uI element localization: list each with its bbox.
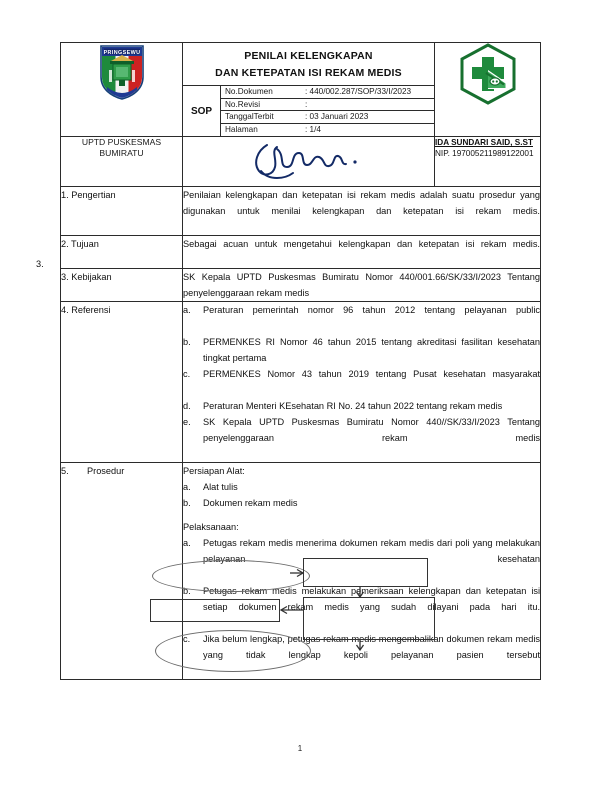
- prosedur-label-number: 5.: [61, 466, 69, 476]
- row-prosedur: [61, 463, 541, 680]
- meta-key: No.Dokumen: [225, 87, 273, 97]
- unit-name-cell: [61, 137, 183, 187]
- list-item: [183, 302, 540, 334]
- head-officer-name: IDA SUNDARI SAID, S.ST: [435, 138, 533, 147]
- pringsewu-shield-logo: [99, 43, 145, 101]
- list-item: [183, 334, 540, 366]
- row-body-tujuan: [183, 236, 541, 269]
- head-officer-nip: NIP. 197005211989122001: [435, 149, 534, 158]
- row-label-prosedur: [61, 463, 183, 680]
- item-text: Dokumen rekam medis: [203, 498, 298, 508]
- meta-row-halaman: [221, 124, 434, 137]
- list-item: [183, 366, 540, 398]
- item-text: Petugas rekam medis menerima dokumen rekam medis dari poli yang melakukan pelayanan kesehatan: [203, 538, 540, 564]
- row-kebijakan: [61, 269, 541, 302]
- row-referensi: [61, 302, 541, 463]
- list-item: [183, 495, 540, 511]
- pengertian-text: Penilaian kelengkapan dan ketepatan isi rekam medis adalah suatu prosedur yang digunakan untuk menilai kelengkapan dan ketepatan isi rekam medis.: [183, 190, 540, 216]
- row-label-referensi: 4. Referensi: [61, 302, 183, 463]
- title-line-2: DAN KETEPATAN ISI REKAM MEDIS: [215, 67, 402, 79]
- meta-key: No.Revisi: [225, 99, 261, 109]
- item-text: Peraturan pemerintah nomor 96 tahun 2012 tentang pelayanan public: [203, 305, 540, 315]
- referensi-list: [183, 302, 540, 462]
- persiapan-heading: Persiapan Alat:: [183, 466, 245, 476]
- item-text: Jika belum lengkap, petugas rekam medis mengembalikan dokumen rekam medis yang tidak lengkap kepoli pelayanan pasien tersebut: [203, 634, 540, 660]
- title-line-1: PENILAI KELENGKAPAN: [244, 50, 373, 62]
- meta-row-no-dokumen: [221, 86, 434, 99]
- title-and-meta-cell: [183, 43, 435, 137]
- item-marker: e.: [183, 417, 191, 427]
- sop-meta-block: [183, 85, 434, 136]
- item-text: PERMENKES Nomor 43 tahun 2019 tentang Pusat kesehatan masyarakat: [203, 369, 540, 379]
- page-number: 1: [297, 744, 303, 753]
- unit-line-1: UPTD PUSKESMAS: [81, 137, 162, 147]
- pelaksanaan-heading: Pelaksanaan:: [183, 522, 239, 532]
- meta-value: : 03 Januari 2023: [305, 112, 369, 122]
- meta-row-no-revisi: [221, 99, 434, 112]
- row-label-tujuan: 2. Tujuan: [61, 236, 183, 269]
- puskesmas-hexagon-logo: [458, 43, 518, 105]
- outside-row-marker: 3.: [36, 259, 44, 269]
- sop-label: SOP: [183, 86, 221, 136]
- item-marker: c.: [183, 369, 191, 379]
- item-text: Peraturan Menteri KEsehatan RI No. 24 tahun 2022 tentang rekam medis: [203, 401, 503, 411]
- list-item: [183, 398, 540, 414]
- signature-row: [61, 137, 541, 187]
- handwritten-signature-icon: [209, 137, 409, 181]
- item-marker: c.: [183, 634, 191, 644]
- item-marker: b.: [183, 337, 191, 347]
- item-text: Petugas rekam medis melakukan pemeriksaan kelengkapan dan ketepatan isi setiap dokumen rekam medis yang sudah dilayani pada hari itu.: [203, 586, 540, 612]
- document-title: [183, 43, 434, 85]
- item-marker: d.: [183, 401, 191, 411]
- row-body-prosedur: [183, 463, 541, 680]
- item-marker: b.: [183, 498, 191, 508]
- meta-value: : 440/002.287/SOP/33/I/2023: [305, 87, 412, 97]
- prosedur-label-text: Prosedur: [87, 466, 125, 476]
- kebijakan-text: SK Kepala UPTD Puskesmas Bumiratu Nomor 440/001.66/SK/33/I/2023 Tentang penyelenggaraan rekam medis: [183, 272, 540, 298]
- meta-value: : 1/4: [305, 125, 321, 135]
- row-pengertian: [61, 187, 541, 236]
- logo-cell-right: [435, 43, 541, 137]
- tujuan-text: Sebagai acuan untuk mengetahui kelengkapan dan ketepatan isi rekam medis.: [183, 239, 540, 249]
- list-item: [183, 583, 540, 631]
- item-marker: b.: [183, 586, 191, 596]
- pringsewu-logo-text: PRINGSEWU: [103, 50, 140, 57]
- row-body-kebijakan: [183, 269, 541, 302]
- item-text: SK Kepala UPTD Puskesmas Bumiratu Nomor 440//SK/33/I/2023 Tentang penyelenggaraan rekam medis: [203, 417, 540, 443]
- row-body-pengertian: [183, 187, 541, 236]
- item-marker: a.: [183, 305, 191, 315]
- list-item: [183, 535, 540, 583]
- pelaksanaan-list: [183, 535, 540, 679]
- sop-meta-rows: [221, 86, 434, 136]
- meta-key: TanggalTerbit: [225, 112, 274, 122]
- sop-document-table: [60, 42, 541, 680]
- row-body-referensi: [183, 302, 541, 463]
- unit-line-2: BUMIRATU: [99, 148, 144, 158]
- row-label-kebijakan: 3. Kebijakan: [61, 269, 183, 302]
- item-text: PERMENKES RI Nomor 46 tahun 2015 tentang akreditasi fasilitan kesehatan tingkat pertama: [203, 337, 540, 363]
- item-text: Alat tulis: [203, 482, 238, 492]
- meta-value: :: [305, 99, 308, 109]
- signature-cell: [183, 137, 435, 187]
- list-item: [183, 631, 540, 679]
- logo-cell-left: [61, 43, 183, 137]
- row-tujuan: [61, 236, 541, 269]
- header-row: [61, 43, 541, 137]
- item-marker: a.: [183, 538, 191, 548]
- meta-key: Halaman: [225, 125, 258, 135]
- item-marker: a.: [183, 482, 191, 492]
- list-item: [183, 414, 540, 462]
- row-label-pengertian: 1. Pengertian: [61, 187, 183, 236]
- meta-row-tanggal-terbit: [221, 111, 434, 124]
- list-item: [183, 479, 540, 495]
- head-officer-cell: [435, 137, 541, 187]
- persiapan-list: [183, 479, 540, 511]
